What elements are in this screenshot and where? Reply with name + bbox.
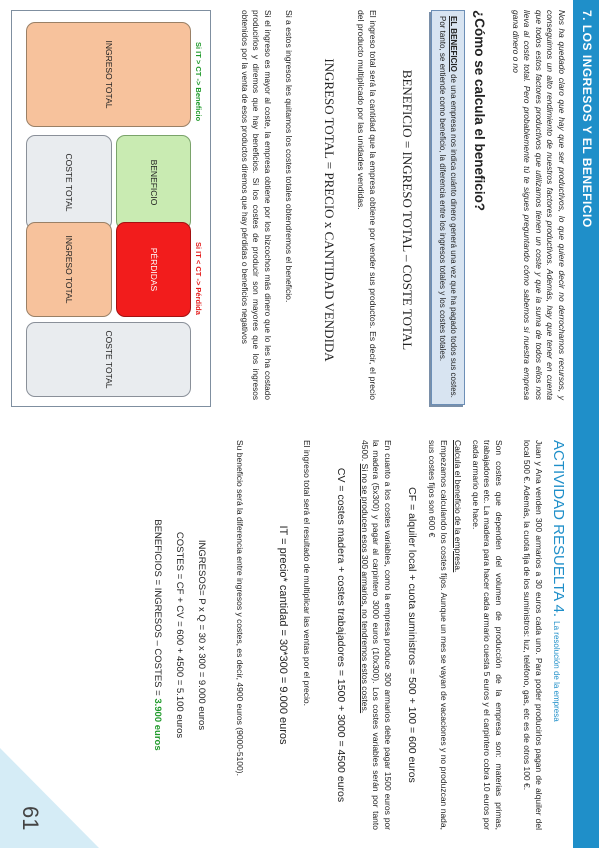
cost-box: COSTE TOTAL xyxy=(26,135,112,230)
activity-paragraph-1: Juan y Ana venden 300 armarios a 30 euros cada uno. Para poder producirlos pagan de alquiler del local 500 €. Además, la cuota fija de los suministros: luz, teléfono, gas, etc es de otros 100 €. xyxy=(522,440,544,830)
definition-text: de una empresa nos indica cuánto dinero generá una vez que ha pagado todos sus costes. Por tanto, se entiende como beneficio, la diferencia entre los ingresos totales y los costes totales. xyxy=(438,16,458,398)
costs-paragraph: Si a estos ingresos les quitamos los costes totales obtendremos el beneficio. xyxy=(284,10,294,303)
benefit-box: BENEFICIO xyxy=(116,135,191,230)
activity-paragraph-2: Son costes que dependen del volumen de producción de la empresa son: materias primas, trabajadores etc. La madera para hacer cada armario cuesta 5 euros y el carpintero cobra 10 euros por cada armario que hace. xyxy=(471,440,504,830)
activity-subtitle: La resolución de la empresa xyxy=(552,621,561,722)
calc-benefit-label: BENEFICIOS = INGRESOS – COSTES = xyxy=(152,519,163,699)
profit-caption: Si IT > CT -> Beneficio xyxy=(194,42,203,122)
section-title-bar xyxy=(573,0,599,848)
calc-benefit-result: 3.900 euros xyxy=(152,698,163,751)
income-box: INGRESO TOTAL xyxy=(26,22,191,127)
loss-box: PÉRDIDAS xyxy=(116,222,191,317)
activity-paragraph-7: Su beneficio será la diferencia entre ingresos y costes, es decir, 4900 euros (9000-5100). xyxy=(235,440,245,776)
variable-costs-text: En cuanto a los costes variables, como la empresa produce 300 armarios debe pagar 1500 euros por la madera (5x300) y pagar al carpintero 3000 euros (10x300). Los costes variables serán por tanto 4500. xyxy=(360,440,393,830)
loss-caption: Si IT < CT -> Pérdida xyxy=(194,242,203,315)
definition-term: EL BENEFICIO xyxy=(449,16,458,72)
activity-paragraph-5 xyxy=(359,440,394,830)
income-paragraph: El ingreso total será la cantidad que la empresa obtiene por vender sus productos. Es decir, el precio del producto multiplicado por las unidades vendidas. xyxy=(356,10,378,400)
section-title: 7. LOS INGRESOS Y EL BENEFICIO xyxy=(580,10,594,228)
question-title: ¿Cómo se calcula el beneficio? xyxy=(472,10,487,212)
fixed-costs-formula: CF = alquiler local + cuota suministros = 500 + 100 = 600 euros xyxy=(406,487,418,783)
cost-box-loss: COSTE TOTAL xyxy=(26,322,191,397)
activity-question: Calcula el beneficio de la empresa. xyxy=(453,440,463,573)
calc-costs: COSTES = CF + CV = 600 + 4500 = 5.100 euros xyxy=(174,531,185,739)
activity-title-text: ACTIVIDAD RESUELTA 4. xyxy=(550,440,567,617)
page-number: 61 xyxy=(18,806,43,831)
profit-loss-diagram xyxy=(11,10,211,407)
corner-decoration xyxy=(0,748,99,848)
income-formula: INGRESO TOTAL = PRECIO x CANTIDAD VENDIDA xyxy=(322,58,337,362)
variable-costs-formula: CV = costes madera + costes trabajadores = 1500 + 3000 = 4500 euros xyxy=(335,467,347,803)
benefit-formula: BENEFICIO = INGRESO TOTAL – COSTE TOTAL xyxy=(400,69,415,351)
income-total-formula: IT = precio* cantidad = 30*300 = 9.000 euros xyxy=(277,525,289,745)
calc-income: INGRESOS= P x Q = 30 x 300 = 9.000 euros xyxy=(196,539,207,731)
definition-box xyxy=(431,10,465,405)
activity-paragraph-4: Empezamos calculando los costes fijos. Aunque un mes se vayan de vacaciones y no produzcan nada, sus costes fijos son 600 € xyxy=(427,440,449,830)
income-box-loss: INGRESO TOTAL xyxy=(26,222,112,317)
intro-paragraph: Nos ha quedado claro que hay que ser productivos, lo que quiere decir no derrochamos recursos, y conseguimos un alto rendimiento de nuestros factores productivos. Además, hay que tener en cuenta que todos estos factores productivos que utilizamos tienen un coste y que la suma de todos ellos nos lleva al coste total. Pero probablemente tú te sigues preguntando cómo sabemos si nuestra empresa gana dinero o no xyxy=(511,10,567,400)
variable-costs-note: Si no se producen esos 300 armarios, no tendremos estos costes. xyxy=(360,463,370,714)
activity-paragraph-6: El ingreso total será el resultado de multiplicar las ventas por el precio. xyxy=(302,440,312,706)
explain-paragraph: Si el ingreso es mayor al coste, la empresa obtiene por los bizcochos más dinero que lo les ha costado producirlos y diremos que hay beneficios. Si los costes de producir son mayores que los ingresos obtenidos por la venta de esos productos diremos que hay pérdidas o beneficios negativos xyxy=(240,10,273,400)
calc-benefit xyxy=(152,440,163,830)
activity-title xyxy=(550,440,567,722)
